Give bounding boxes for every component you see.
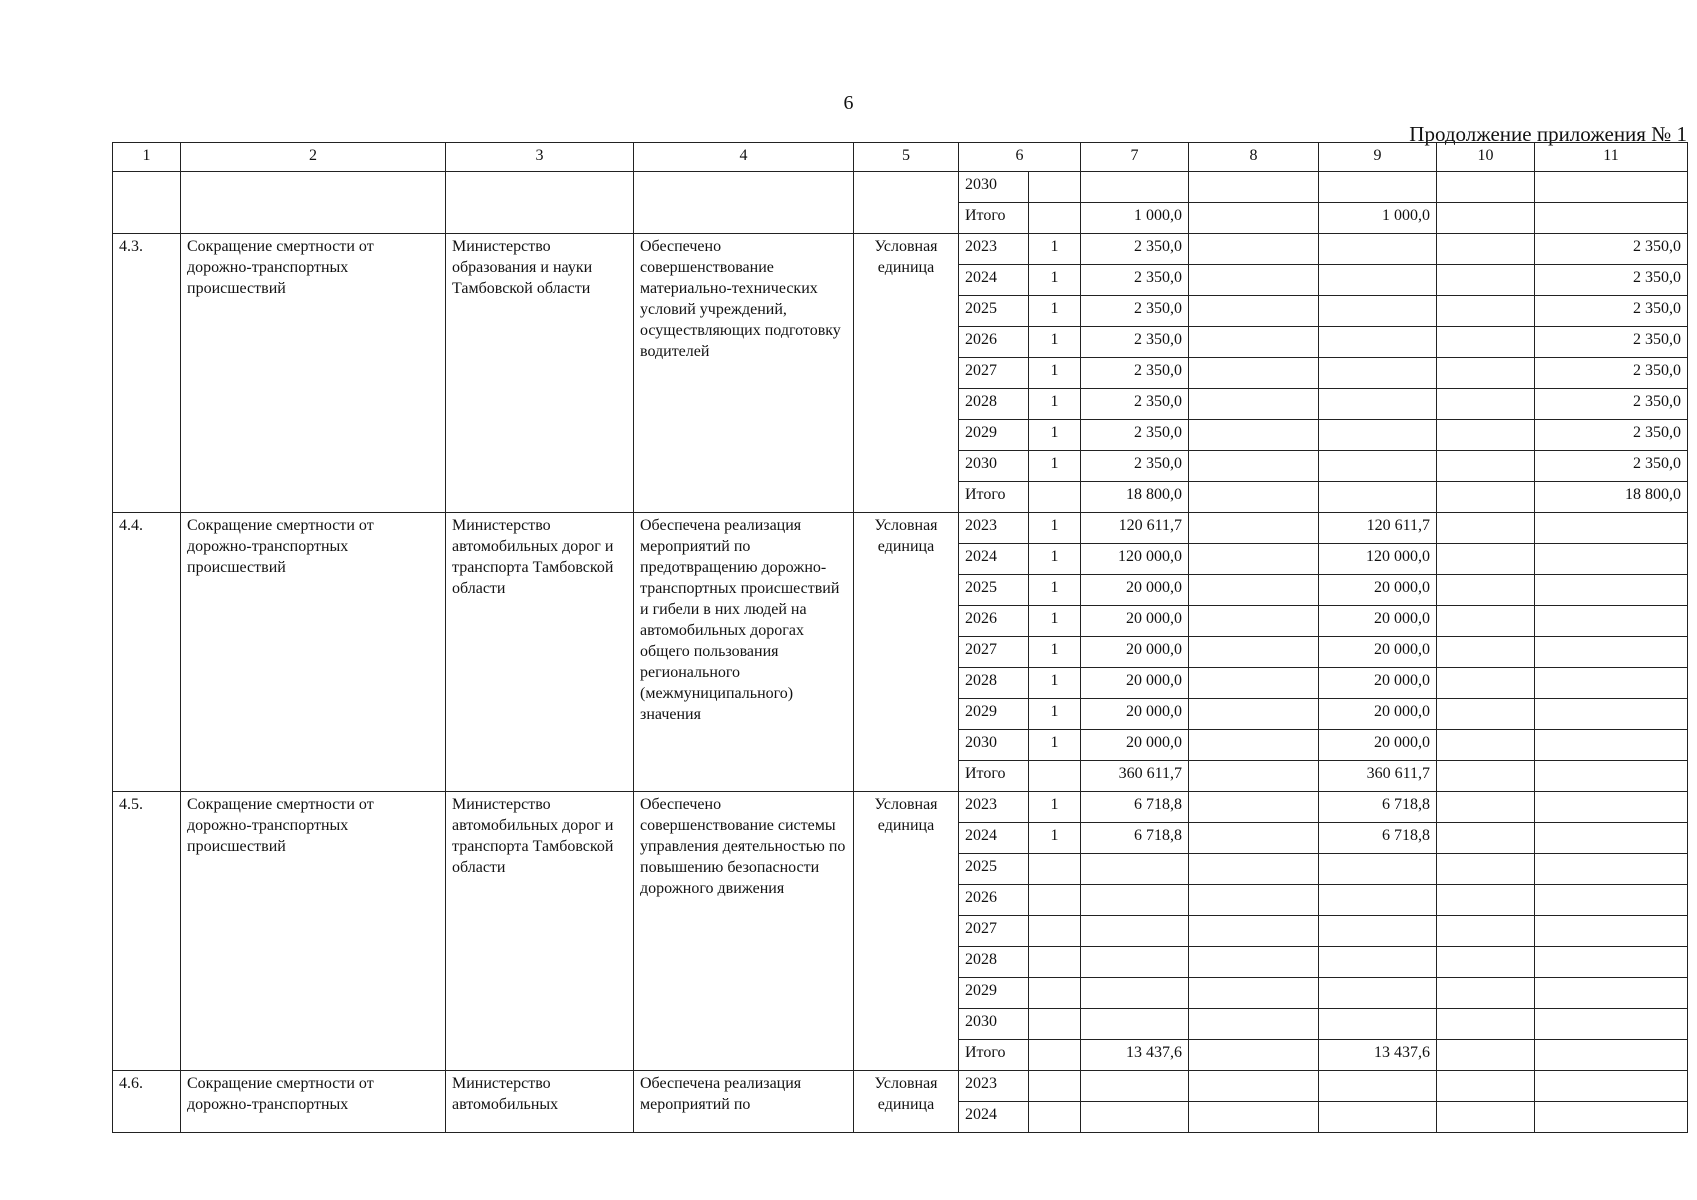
year-cell: 2030 <box>959 1009 1029 1040</box>
year-cell: 2029 <box>959 420 1029 451</box>
result-cell: Обеспечено совершенствование материально-технических условий учреждений, осуществляющих подготовку водителей <box>634 234 854 513</box>
column-number: 11 <box>1535 143 1688 172</box>
amount-cell <box>1535 172 1688 203</box>
executor-cell: Министерство автомобильных <box>446 1071 634 1133</box>
amount-cell <box>1081 947 1189 978</box>
table-row <box>113 1071 1688 1102</box>
target-value-cell <box>1029 854 1081 885</box>
year-cell: 2029 <box>959 699 1029 730</box>
amount-cell <box>1189 916 1319 947</box>
amount-cell: 13 437,6 <box>1319 1040 1437 1071</box>
target-value-cell: 1 <box>1029 575 1081 606</box>
amount-cell <box>1535 978 1688 1009</box>
amount-cell: 6 718,8 <box>1319 823 1437 854</box>
task-cell: Сокращение смертности от дорожно-транспортных происшествий <box>181 234 446 513</box>
amount-cell <box>1535 1102 1688 1133</box>
page-number: 6 <box>843 92 854 114</box>
amount-cell: 120 000,0 <box>1081 544 1189 575</box>
amount-cell <box>1189 978 1319 1009</box>
target-value-cell <box>1029 1071 1081 1102</box>
amount-cell <box>1189 947 1319 978</box>
amount-cell: 2 350,0 <box>1081 420 1189 451</box>
amount-cell <box>1437 854 1535 885</box>
target-value-cell: 1 <box>1029 296 1081 327</box>
amount-cell: 2 350,0 <box>1535 234 1688 265</box>
amount-cell: 6 718,8 <box>1081 792 1189 823</box>
amount-cell <box>1319 296 1437 327</box>
amount-cell <box>1437 699 1535 730</box>
amount-cell <box>1189 1071 1319 1102</box>
amount-cell <box>1535 513 1688 544</box>
unit-cell: Условная единица <box>854 513 959 792</box>
amount-cell: 2 350,0 <box>1535 420 1688 451</box>
amount-cell: 1 000,0 <box>1081 203 1189 234</box>
table-row <box>113 172 1688 203</box>
amount-cell <box>1535 823 1688 854</box>
amount-cell <box>1189 358 1319 389</box>
year-cell: 2026 <box>959 327 1029 358</box>
amount-cell: 20 000,0 <box>1319 699 1437 730</box>
column-number: 9 <box>1319 143 1437 172</box>
target-value-cell <box>1029 1102 1081 1133</box>
year-cell: 2023 <box>959 792 1029 823</box>
column-number: 2 <box>181 143 446 172</box>
table-row <box>113 513 1688 544</box>
amount-cell <box>1189 668 1319 699</box>
amount-cell <box>1189 513 1319 544</box>
amount-cell: 360 611,7 <box>1081 761 1189 792</box>
amount-cell: 120 611,7 <box>1319 513 1437 544</box>
year-cell: 2027 <box>959 916 1029 947</box>
amount-cell <box>1081 885 1189 916</box>
amount-cell <box>1319 451 1437 482</box>
amount-cell <box>1437 792 1535 823</box>
year-cell: 2025 <box>959 296 1029 327</box>
amount-cell <box>1319 1102 1437 1133</box>
amount-cell: 2 350,0 <box>1535 451 1688 482</box>
amount-cell <box>1535 544 1688 575</box>
amount-cell <box>1437 513 1535 544</box>
amount-cell: 20 000,0 <box>1319 730 1437 761</box>
amount-cell: 6 718,8 <box>1319 792 1437 823</box>
amount-cell <box>1535 1071 1688 1102</box>
amount-cell <box>1319 885 1437 916</box>
column-number: 3 <box>446 143 634 172</box>
amount-cell <box>1189 730 1319 761</box>
target-value-cell <box>1029 885 1081 916</box>
amount-cell <box>1535 947 1688 978</box>
amount-cell: 20 000,0 <box>1081 575 1189 606</box>
amount-cell: 2 350,0 <box>1081 451 1189 482</box>
amount-cell <box>1189 389 1319 420</box>
unit-cell: Условная единица <box>854 792 959 1071</box>
item-number: 4.6. <box>113 1071 181 1133</box>
target-value-cell: 1 <box>1029 358 1081 389</box>
unit-cell: Условная единица <box>854 1071 959 1133</box>
amount-cell <box>1319 420 1437 451</box>
year-cell: 2030 <box>959 172 1029 203</box>
amount-cell <box>1189 761 1319 792</box>
amount-cell <box>1189 1040 1319 1071</box>
target-value-cell <box>1029 203 1081 234</box>
amount-cell: 20 000,0 <box>1081 606 1189 637</box>
item-number: 4.3. <box>113 234 181 513</box>
amount-cell <box>1437 947 1535 978</box>
year-cell: 2024 <box>959 823 1029 854</box>
amount-cell <box>1437 668 1535 699</box>
amount-cell <box>1535 668 1688 699</box>
year-cell: 2029 <box>959 978 1029 1009</box>
column-number: 8 <box>1189 143 1319 172</box>
amount-cell <box>1189 327 1319 358</box>
amount-cell <box>1535 1040 1688 1071</box>
amount-cell <box>1189 172 1319 203</box>
year-cell: 2025 <box>959 575 1029 606</box>
amount-cell <box>1535 1009 1688 1040</box>
amount-cell <box>1189 265 1319 296</box>
year-cell: 2024 <box>959 1102 1029 1133</box>
amount-cell <box>1319 1009 1437 1040</box>
amount-cell: 2 350,0 <box>1081 296 1189 327</box>
amount-cell: 20 000,0 <box>1081 730 1189 761</box>
amount-cell <box>1189 482 1319 513</box>
task-cell: Сокращение смертности от дорожно-транспортных происшествий <box>181 792 446 1071</box>
amount-cell <box>1535 203 1688 234</box>
amount-cell <box>1437 978 1535 1009</box>
amount-cell: 120 000,0 <box>1319 544 1437 575</box>
amount-cell <box>1437 327 1535 358</box>
amount-cell <box>1319 947 1437 978</box>
amount-cell: 20 000,0 <box>1319 668 1437 699</box>
amount-cell <box>1437 823 1535 854</box>
amount-cell: 2 350,0 <box>1081 234 1189 265</box>
amount-cell <box>1535 792 1688 823</box>
year-cell: 2028 <box>959 947 1029 978</box>
amount-cell <box>1535 575 1688 606</box>
amount-cell <box>1535 699 1688 730</box>
column-number: 4 <box>634 143 854 172</box>
target-value-cell <box>1029 1009 1081 1040</box>
amount-cell <box>1535 761 1688 792</box>
amount-cell: 20 000,0 <box>1319 575 1437 606</box>
amount-cell <box>1437 1040 1535 1071</box>
amount-cell <box>1437 482 1535 513</box>
program-table <box>112 142 1688 1133</box>
target-value-cell: 1 <box>1029 792 1081 823</box>
amount-cell <box>1081 854 1189 885</box>
year-cell: Итого <box>959 761 1029 792</box>
amount-cell <box>1319 978 1437 1009</box>
target-value-cell <box>1029 947 1081 978</box>
amount-cell <box>1319 916 1437 947</box>
amount-cell <box>1437 544 1535 575</box>
amount-cell <box>1189 885 1319 916</box>
amount-cell <box>1437 296 1535 327</box>
target-value-cell <box>1029 482 1081 513</box>
empty-cell <box>854 172 959 234</box>
amount-cell <box>1437 730 1535 761</box>
target-value-cell: 1 <box>1029 513 1081 544</box>
amount-cell <box>1189 234 1319 265</box>
empty-cell <box>113 172 181 234</box>
amount-cell <box>1189 606 1319 637</box>
amount-cell <box>1189 296 1319 327</box>
year-cell: 2027 <box>959 358 1029 389</box>
amount-cell <box>1437 1009 1535 1040</box>
amount-cell <box>1437 637 1535 668</box>
amount-cell <box>1189 420 1319 451</box>
column-number: 5 <box>854 143 959 172</box>
amount-cell <box>1437 575 1535 606</box>
item-number: 4.4. <box>113 513 181 792</box>
column-number: 7 <box>1081 143 1189 172</box>
amount-cell <box>1535 916 1688 947</box>
year-cell: 2024 <box>959 265 1029 296</box>
amount-cell: 1 000,0 <box>1319 203 1437 234</box>
target-value-cell: 1 <box>1029 606 1081 637</box>
amount-cell <box>1319 234 1437 265</box>
target-value-cell <box>1029 978 1081 1009</box>
amount-cell <box>1535 606 1688 637</box>
year-cell: 2028 <box>959 389 1029 420</box>
continuation-caption: Продолжение приложения № 1 <box>1409 122 1687 146</box>
target-value-cell <box>1029 916 1081 947</box>
year-cell: 2023 <box>959 1071 1029 1102</box>
amount-cell: 18 800,0 <box>1535 482 1688 513</box>
amount-cell <box>1319 482 1437 513</box>
amount-cell: 2 350,0 <box>1535 389 1688 420</box>
amount-cell <box>1081 172 1189 203</box>
amount-cell <box>1189 203 1319 234</box>
target-value-cell: 1 <box>1029 699 1081 730</box>
unit-cell: Условная единица <box>854 234 959 513</box>
target-value-cell <box>1029 761 1081 792</box>
amount-cell <box>1189 1102 1319 1133</box>
year-cell: 2024 <box>959 544 1029 575</box>
amount-cell <box>1189 854 1319 885</box>
target-value-cell: 1 <box>1029 730 1081 761</box>
target-value-cell: 1 <box>1029 637 1081 668</box>
amount-cell <box>1081 978 1189 1009</box>
column-number: 10 <box>1437 143 1535 172</box>
amount-cell: 20 000,0 <box>1319 606 1437 637</box>
empty-cell <box>634 172 854 234</box>
amount-cell <box>1189 1009 1319 1040</box>
year-cell: Итого <box>959 1040 1029 1071</box>
amount-cell <box>1437 203 1535 234</box>
amount-cell: 2 350,0 <box>1535 327 1688 358</box>
empty-cell <box>181 172 446 234</box>
year-cell: 2027 <box>959 637 1029 668</box>
column-number-row <box>113 143 1688 172</box>
target-value-cell: 1 <box>1029 823 1081 854</box>
result-cell: Обеспечено совершенствование системы управления деятельностью по повышению безопасности дорожного движения <box>634 792 854 1071</box>
amount-cell <box>1189 792 1319 823</box>
target-value-cell: 1 <box>1029 327 1081 358</box>
amount-cell <box>1437 420 1535 451</box>
year-cell: Итого <box>959 203 1029 234</box>
amount-cell <box>1319 389 1437 420</box>
table-row <box>113 234 1688 265</box>
amount-cell: 18 800,0 <box>1081 482 1189 513</box>
amount-cell: 20 000,0 <box>1081 637 1189 668</box>
amount-cell <box>1437 451 1535 482</box>
year-cell: 2030 <box>959 730 1029 761</box>
table-row <box>113 792 1688 823</box>
task-cell: Сокращение смертности от дорожно-транспортных <box>181 1071 446 1133</box>
amount-cell <box>1189 699 1319 730</box>
target-value-cell <box>1029 1040 1081 1071</box>
amount-cell <box>1437 1071 1535 1102</box>
item-number: 4.5. <box>113 792 181 1071</box>
amount-cell <box>1081 1102 1189 1133</box>
amount-cell <box>1437 265 1535 296</box>
amount-cell <box>1437 1102 1535 1133</box>
target-value-cell: 1 <box>1029 420 1081 451</box>
amount-cell <box>1189 637 1319 668</box>
year-cell: 2026 <box>959 885 1029 916</box>
executor-cell: Министерство автомобильных дорог и транспорта Тамбовской области <box>446 513 634 792</box>
amount-cell <box>1189 823 1319 854</box>
target-value-cell: 1 <box>1029 234 1081 265</box>
target-value-cell <box>1029 172 1081 203</box>
amount-cell: 20 000,0 <box>1081 668 1189 699</box>
amount-cell: 2 350,0 <box>1081 265 1189 296</box>
amount-cell <box>1319 327 1437 358</box>
amount-cell <box>1081 1009 1189 1040</box>
year-cell: 2023 <box>959 513 1029 544</box>
amount-cell: 20 000,0 <box>1319 637 1437 668</box>
amount-cell <box>1535 637 1688 668</box>
amount-cell: 13 437,6 <box>1081 1040 1189 1071</box>
result-cell: Обеспечена реализация мероприятий по <box>634 1071 854 1133</box>
year-cell: 2026 <box>959 606 1029 637</box>
amount-cell <box>1081 1071 1189 1102</box>
table-body <box>113 172 1688 1133</box>
amount-cell <box>1535 885 1688 916</box>
amount-cell <box>1319 172 1437 203</box>
amount-cell <box>1437 389 1535 420</box>
amount-cell <box>1437 885 1535 916</box>
target-value-cell: 1 <box>1029 389 1081 420</box>
target-value-cell: 1 <box>1029 544 1081 575</box>
amount-cell <box>1319 265 1437 296</box>
target-value-cell: 1 <box>1029 265 1081 296</box>
amount-cell: 2 350,0 <box>1081 358 1189 389</box>
amount-cell: 2 350,0 <box>1535 296 1688 327</box>
amount-cell <box>1437 606 1535 637</box>
amount-cell <box>1319 854 1437 885</box>
amount-cell <box>1437 916 1535 947</box>
task-cell: Сокращение смертности от дорожно-транспортных происшествий <box>181 513 446 792</box>
amount-cell: 6 718,8 <box>1081 823 1189 854</box>
amount-cell <box>1189 544 1319 575</box>
amount-cell: 360 611,7 <box>1319 761 1437 792</box>
amount-cell <box>1319 358 1437 389</box>
target-value-cell: 1 <box>1029 451 1081 482</box>
executor-cell: Министерство образования и науки Тамбовской области <box>446 234 634 513</box>
result-cell: Обеспечена реализация мероприятий по предотвращению дорожно-транспортных происшествий и гибели в них людей на автомобильных дорогах общего пользования регионального (межмуниципального) значения <box>634 513 854 792</box>
amount-cell: 2 350,0 <box>1535 265 1688 296</box>
amount-cell <box>1535 854 1688 885</box>
year-cell: 2030 <box>959 451 1029 482</box>
year-cell: 2023 <box>959 234 1029 265</box>
amount-cell: 120 611,7 <box>1081 513 1189 544</box>
column-number: 1 <box>113 143 181 172</box>
amount-cell <box>1189 451 1319 482</box>
empty-cell <box>446 172 634 234</box>
year-cell: 2028 <box>959 668 1029 699</box>
executor-cell: Министерство автомобильных дорог и транспорта Тамбовской области <box>446 792 634 1071</box>
target-value-cell: 1 <box>1029 668 1081 699</box>
amount-cell <box>1437 761 1535 792</box>
year-cell: Итого <box>959 482 1029 513</box>
amount-cell <box>1437 172 1535 203</box>
amount-cell <box>1437 358 1535 389</box>
amount-cell: 2 350,0 <box>1535 358 1688 389</box>
amount-cell <box>1437 234 1535 265</box>
column-number: 6 <box>959 143 1081 172</box>
amount-cell: 20 000,0 <box>1081 699 1189 730</box>
year-cell: 2025 <box>959 854 1029 885</box>
amount-cell <box>1535 730 1688 761</box>
amount-cell <box>1319 1071 1437 1102</box>
amount-cell <box>1189 575 1319 606</box>
amount-cell: 2 350,0 <box>1081 389 1189 420</box>
amount-cell: 2 350,0 <box>1081 327 1189 358</box>
amount-cell <box>1081 916 1189 947</box>
